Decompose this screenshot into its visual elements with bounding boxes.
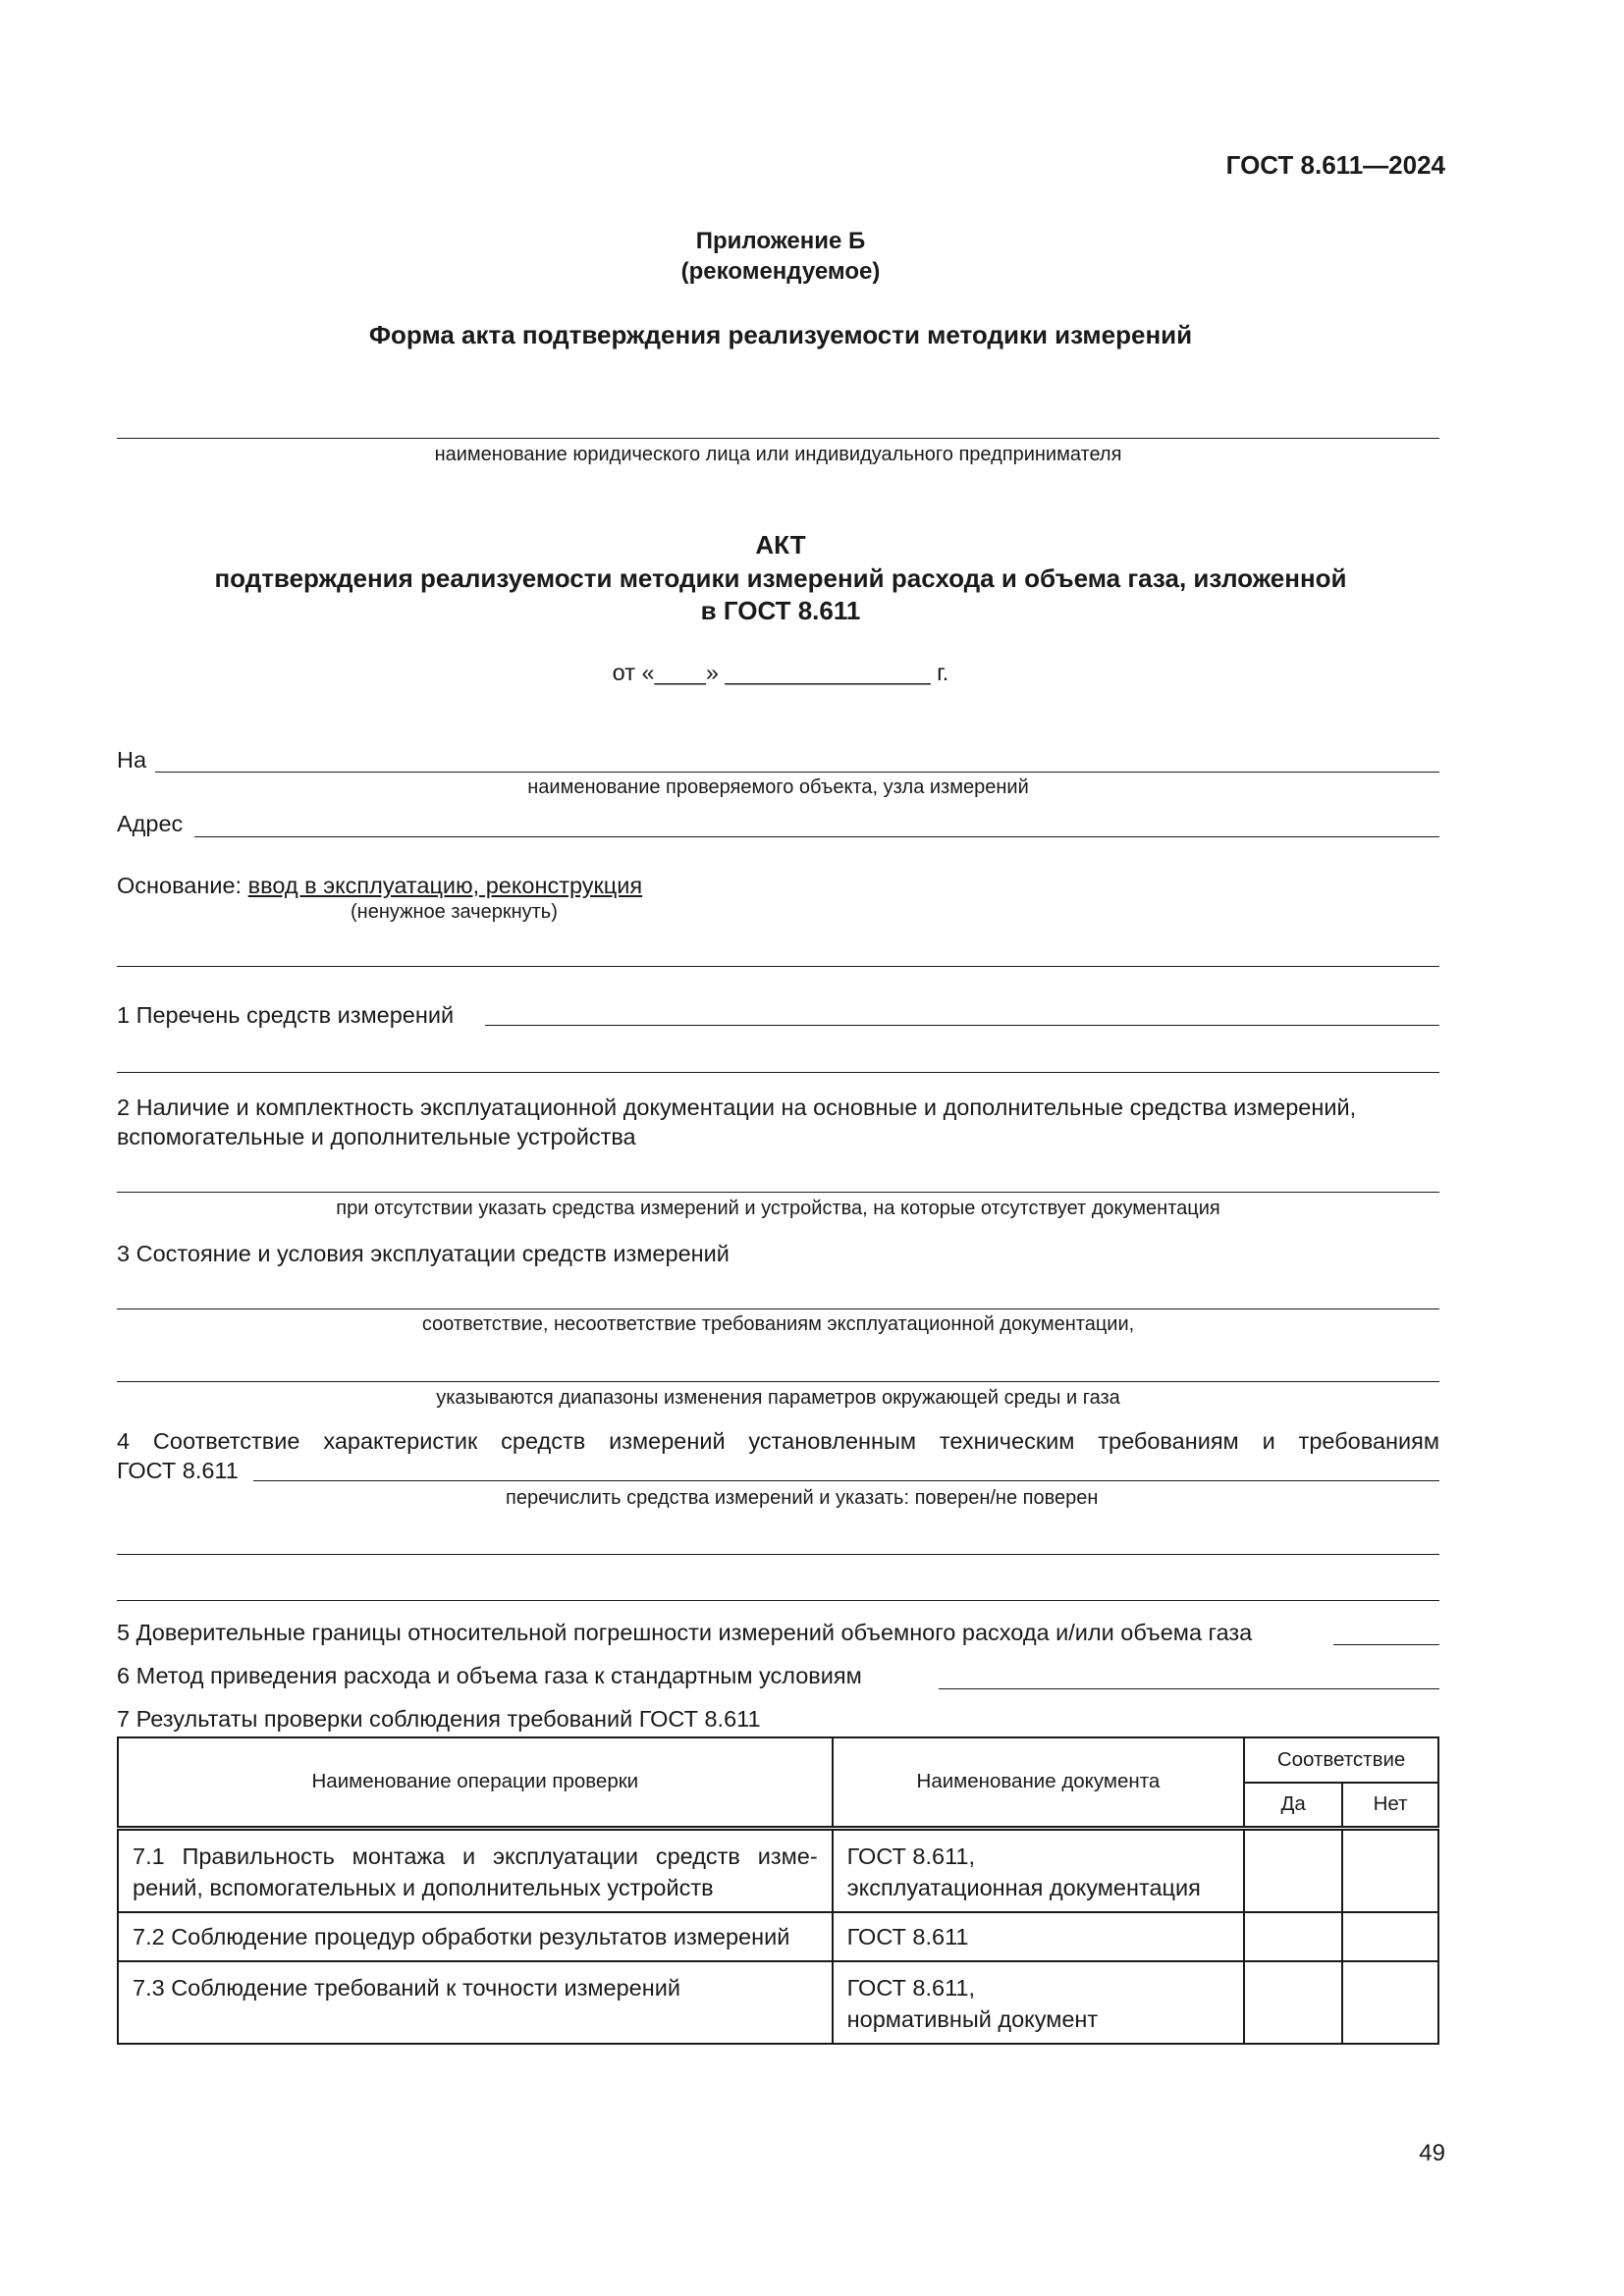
row-no-cell[interactable] bbox=[1342, 1961, 1438, 2044]
row-no-cell[interactable] bbox=[1342, 1912, 1438, 1961]
section-4-blank-line-1[interactable] bbox=[117, 1554, 1439, 1555]
row-yes-cell[interactable] bbox=[1244, 1828, 1342, 1912]
basis-options: ввод в эксплуатацию, реконструкция bbox=[247, 873, 643, 898]
section-2-line[interactable] bbox=[117, 1192, 1439, 1193]
section-2-caption: при отсутствии указать средства измерений и устройства, на которые отсутствует документация bbox=[336, 1198, 1220, 1219]
verification-table bbox=[117, 1736, 1439, 2045]
org-name-caption: наименование юридического лица или индивидуального предпринимателя bbox=[434, 444, 1122, 465]
row-document: ГОСТ 8.611, эксплуатационная документация bbox=[833, 1828, 1245, 1912]
header-operation: Наименование операции проверки bbox=[118, 1737, 833, 1828]
row-yes-cell[interactable] bbox=[1244, 1912, 1342, 1961]
section-3-caption-1: соответствие, несоответствие требованиям эксплуатационной документации, bbox=[421, 1313, 1135, 1335]
section-2-line1: 2 Наличие и комплектность эксплуатационной документации на основные и дополнительные средства измерений, bbox=[117, 1095, 1357, 1120]
table-row bbox=[118, 1912, 1438, 1961]
section-6-line[interactable] bbox=[939, 1688, 1439, 1689]
appendix-title: Приложение Б bbox=[695, 228, 866, 254]
row-no-cell[interactable] bbox=[1342, 1828, 1438, 1912]
table-row bbox=[118, 1828, 1438, 1912]
section-4-line2: ГОСТ 8.611 bbox=[117, 1458, 239, 1483]
row-operation: 7.1 Правильность монтажа и эксплуатации средств изме- рений, вспомогательных и дополнительных устройств bbox=[118, 1828, 833, 1912]
section-3-caption-2: указываются диапазоны изменения параметров окружающей среды и газа bbox=[436, 1387, 1120, 1409]
document-code: ГОСТ 8.611—2024 bbox=[1225, 150, 1445, 180]
table-row bbox=[118, 1961, 1438, 2044]
object-caption: наименование проверяемого объекта, узла измерений bbox=[527, 776, 1029, 798]
section-1-label: 1 Перечень средств измерений bbox=[117, 1002, 455, 1028]
section-4-caption: перечислить средства измерений и указать: поверен/не поверен bbox=[506, 1487, 1099, 1509]
basis-label: Основание: bbox=[117, 873, 243, 898]
page-number: 49 bbox=[1419, 2140, 1445, 2166]
section-6-label: 6 Метод приведения расхода и объема газа к стандартным условиям bbox=[117, 1663, 862, 1688]
section-5-line[interactable] bbox=[1333, 1644, 1439, 1645]
section-4-line1: 4 Соответствие характеристик средств измерений установленным техническим требованиям и требованиям bbox=[117, 1428, 1439, 1454]
address-line[interactable] bbox=[194, 836, 1439, 837]
basis-row bbox=[117, 873, 642, 899]
address-label: Адрес bbox=[117, 811, 184, 836]
header-yes: Да bbox=[1244, 1783, 1342, 1828]
row-document: ГОСТ 8.611, нормативный документ bbox=[833, 1961, 1245, 2044]
org-name-line[interactable] bbox=[117, 438, 1439, 439]
section-3-line-2[interactable] bbox=[117, 1381, 1439, 1382]
header-no: Нет bbox=[1342, 1783, 1438, 1828]
header-document: Наименование документа bbox=[833, 1737, 1245, 1828]
section-4-line[interactable] bbox=[253, 1480, 1439, 1481]
section-3-label: 3 Состояние и условия эксплуатации средств измерений bbox=[117, 1241, 730, 1266]
section-3-line-1[interactable] bbox=[117, 1308, 1439, 1309]
section-1-line[interactable] bbox=[485, 1025, 1439, 1026]
section-5-label: 5 Доверительные границы относительной погрешности измерений объемного расхода и/или объема газа bbox=[117, 1620, 1253, 1645]
row-document: ГОСТ 8.611 bbox=[833, 1912, 1245, 1961]
act-subtitle-line2: в ГОСТ 8.611 bbox=[700, 596, 861, 625]
form-title: Форма акта подтверждения реализуемости методики измерений bbox=[368, 320, 1193, 349]
basis-note: (ненужное зачеркнуть) bbox=[351, 901, 558, 923]
section-4-blank-line-2[interactable] bbox=[117, 1600, 1439, 1601]
header-conformity: Соответствие bbox=[1244, 1737, 1438, 1783]
section-1-line-2[interactable] bbox=[117, 1072, 1439, 1073]
section-7-label: 7 Результаты проверки соблюдения требований ГОСТ 8.611 bbox=[117, 1706, 761, 1732]
section-2-line2: вспомогательные и дополнительные устройства bbox=[117, 1124, 636, 1149]
appendix-status: (рекомендуемое) bbox=[680, 258, 881, 285]
act-date-line: от «____» ________________ г. bbox=[612, 660, 949, 685]
row-operation: 7.2 Соблюдение процедур обработки результатов измерений bbox=[118, 1912, 833, 1961]
row-operation: 7.3 Соблюдение требований к точности измерений bbox=[118, 1961, 833, 2044]
object-label: На bbox=[117, 747, 147, 773]
act-title: АКТ bbox=[755, 530, 806, 560]
basis-blank-line[interactable] bbox=[117, 966, 1439, 967]
act-subtitle-line1: подтверждения реализуемости методики измерений расхода и объема газа, изложенной bbox=[214, 563, 1347, 593]
row-yes-cell[interactable] bbox=[1244, 1961, 1342, 2044]
object-name-line[interactable] bbox=[155, 772, 1439, 773]
